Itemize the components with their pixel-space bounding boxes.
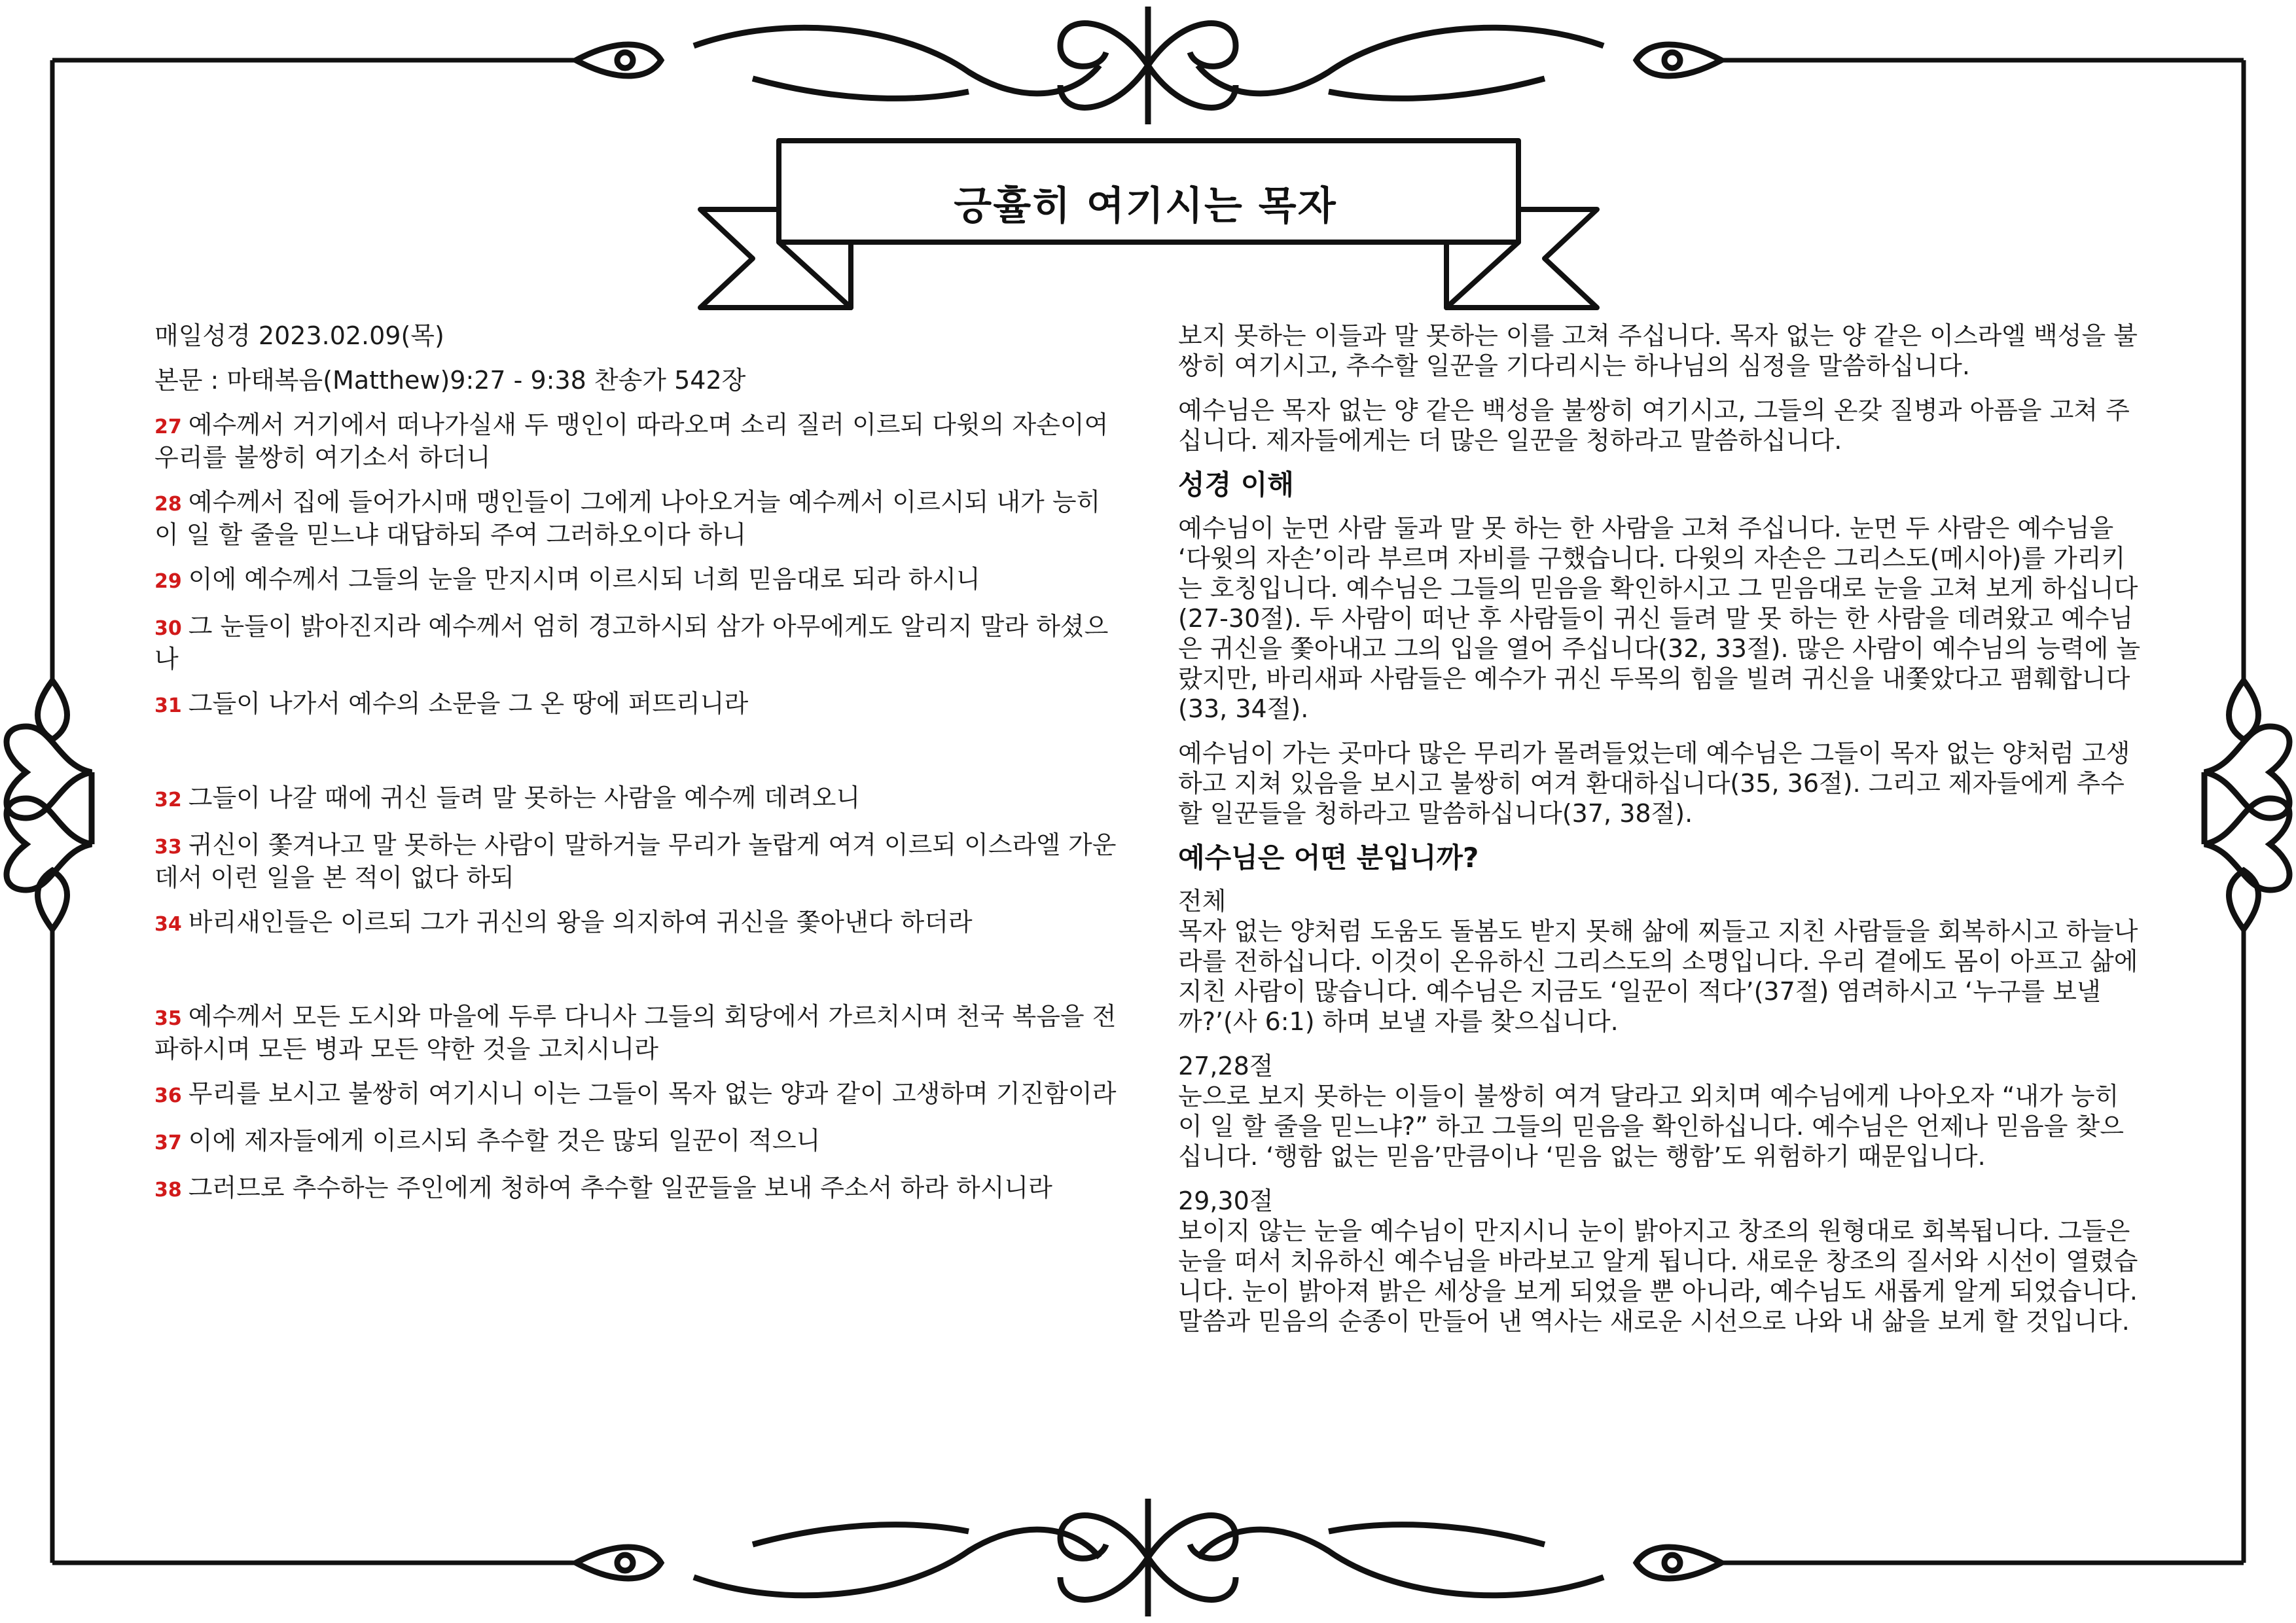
reflection-label: 29,30절	[1178, 1186, 1274, 1215]
verse-text: 예수께서 거기에서 떠나가실새 두 맹인이 따라오며 소리 질러 이르되 다윗의 자손이여 우리를 불쌍히 여기소서 하더니	[154, 410, 1109, 472]
summary-paragraph: 예수님은 목자 없는 양 같은 백성을 불쌍히 여기시고, 그들의 온갖 질병과 아픔을 고쳐 주십니다. 제자들에게는 더 많은 일꾼을 청하라고 말씀하십니다.	[1178, 396, 2130, 455]
bottom-flourish-icon	[576, 1499, 1721, 1616]
right-flourish-icon	[2204, 681, 2289, 929]
verse-33	[154, 830, 1130, 893]
scripture-column	[154, 321, 1130, 1220]
verse-text: 이에 제자들에게 이르시되 추수할 것은 많되 일꾼이 적으니	[188, 1126, 821, 1155]
verse-text: 그 눈들이 밝아진지라 예수께서 엄히 경고하시되 삼가 아무에게도 알리지 말라 하셨으나	[154, 612, 1109, 673]
verse-text: 그들이 나갈 때에 귀신 들려 말 못하는 사람을 예수께 데려오니	[188, 783, 861, 812]
verse-35	[154, 1001, 1130, 1064]
reflection-label: 27,28절	[1178, 1052, 1274, 1080]
left-flourish-icon	[7, 681, 92, 929]
verse-29	[154, 564, 1130, 597]
understanding-paragraph: 예수님이 가는 곳마다 많은 무리가 몰려들었는데 예수님은 그들이 목자 없는 양처럼 고생하고 지쳐 있음을 보시고 불쌍히 여겨 환대하십니다(35, 36절). 그리고 제자들에게 추수할 일꾼들을 청하라고 말씀하십니다(37, 38절).	[1178, 739, 2130, 828]
verse-number: 28	[154, 493, 182, 516]
verse-number: 35	[154, 1007, 182, 1030]
verse-38	[154, 1173, 1130, 1205]
verse-32	[154, 783, 1130, 815]
verse-text: 바리새인들은 이르되 그가 귀신의 왕을 의지하여 귀신을 쫓아낸다 하더라	[188, 908, 973, 936]
verse-number: 32	[154, 789, 182, 812]
reflection-section	[1178, 1051, 2147, 1171]
commentary-column	[1178, 321, 2147, 1351]
passage-reference: 본문 : 마태복음(Matthew)9:27 - 9:38 찬송가 542장	[154, 366, 746, 395]
verse-text: 그들이 나가서 예수의 소문을 그 온 땅에 퍼뜨리니라	[188, 689, 749, 718]
verse-36	[154, 1079, 1130, 1111]
verse-number: 38	[154, 1179, 182, 1202]
verse-number: 27	[154, 416, 182, 438]
verse-34	[154, 907, 1130, 940]
verse-text: 그러므로 추수하는 주인에게 청하여 추수할 일꾼들을 보내 주소서 하라 하시니라	[188, 1173, 1052, 1202]
verse-31	[154, 688, 1130, 721]
verse-number: 33	[154, 836, 182, 859]
verse-number: 37	[154, 1132, 182, 1154]
reflection-text: 눈으로 보지 못하는 이들이 불쌍히 여겨 달라고 외치며 예수님에게 나아오자 “내가 능히 이 일 할 줄을 믿느냐?” 하고 그들의 믿음을 확인하십니다. 예수님은 언제나 믿음을 찾으십니다. ‘행함 없는 믿음’만큼이나 ‘믿음 없는 행함’도 위험하기 때문입니다.	[1178, 1082, 2124, 1171]
verse-text: 무리를 보시고 불쌍히 여기시니 이는 그들이 목자 없는 양과 같이 고생하며 기진함이라	[188, 1079, 1117, 1108]
verse-number: 34	[154, 913, 182, 936]
verse-text: 이에 예수께서 그들의 눈을 만지시며 이르시되 너희 믿음대로 되라 하시니	[188, 565, 980, 594]
intro-paragraph: 보지 못하는 이들과 말 못하는 이를 고쳐 주십니다. 목자 없는 양 같은 이스라엘 백성을 불쌍히 여기시고, 추수할 일꾼을 기다리시는 하나님의 심정을 말씀하십니다.	[1178, 321, 2138, 380]
verse-37	[154, 1126, 1130, 1158]
spacer	[154, 736, 1130, 783]
verse-number: 29	[154, 570, 182, 593]
reading-date: 매일성경 2023.02.09(목)	[154, 321, 444, 350]
reflection-label: 전체	[1178, 887, 1227, 916]
reflection-section	[1178, 1186, 2147, 1336]
section-heading-who-is-jesus: 예수님은 어떤 분입니까?	[1178, 842, 1479, 874]
verse-text: 예수께서 모든 도시와 마을에 두루 다니사 그들의 회당에서 가르치시며 천국 복음을 전파하시며 모든 병과 모든 약한 것을 고치시니라	[154, 1002, 1117, 1063]
verse-text: 예수께서 집에 들어가시매 맹인들이 그에게 나아오거늘 예수께서 이르시되 내가 능히 이 일 할 줄을 믿느냐 대답하되 주여 그러하오이다 하니	[154, 488, 1101, 549]
reflection-text: 보이지 않는 눈을 예수님이 만지시니 눈이 밝아지고 창조의 원형대로 회복됩니다. 그들은 눈을 떠서 치유하신 예수님을 바라보고 알게 됩니다. 새로운 창조의 질서와 시선이 열렸습니다. 눈이 밝아져 밝은 세상을 보게 되었을 뿐 아니라, 예수님도 새롭게 알게 되었습니다. 말씀과 믿음의 순종이 만들어 낸 역사는 새로운 시선으로 나와 내 삶을 보게 할 것입니다.	[1178, 1217, 2138, 1336]
section-heading-understanding: 성경 이해	[1178, 469, 1294, 501]
verse-number: 31	[154, 694, 182, 717]
spacer	[154, 954, 1130, 1001]
verse-30	[154, 611, 1130, 674]
verse-number: 36	[154, 1084, 182, 1107]
understanding-paragraph: 예수님이 눈먼 사람 둘과 말 못 하는 한 사람을 고쳐 주십니다. 눈먼 두 사람은 예수님을 ‘다윗의 자손’이라 부르며 자비를 구했습니다. 다윗의 자손은 그리스도(메시아)를 가리키는 호칭입니다. 예수님은 그들의 믿음을 확인하시고 그 믿음대로 눈을 고쳐 보게 하십니다(27-30절). 두 사람이 떠난 후 사람들이 귀신 들려 말 못 하는 한 사람을 데려왔고 예수님은 귀신을 쫓아내고 그의 입을 열어 주십니다(32, 33절). 많은 사람이 예수님의 능력에 놀랐지만, 바리새파 사람들은 예수가 귀신 두목의 힘을 빌려 귀신을 내쫓았다고 폄훼합니다(33, 34절).	[1178, 514, 2141, 723]
page-title: 긍휼히 여기시는 목자	[954, 183, 1337, 229]
verse-number: 30	[154, 617, 182, 640]
reflection-text: 목자 없는 양처럼 도움도 돌봄도 받지 못해 삶에 찌들고 지친 사람들을 회복하시고 하늘나라를 전하십니다. 이것이 온유하신 그리스도의 소명입니다. 우리 곁에도 몸이 아프고 삶에 지친 사람이 많습니다. 예수님은 지금도 ‘일꾼이 적다’(37절) 염려하시고 ‘누구를 보낼까?’(사 6:1) 하며 보낼 자를 찾으십니다.	[1178, 917, 2138, 1036]
verse-28	[154, 487, 1130, 550]
reflection-section	[1178, 886, 2147, 1037]
verse-text: 귀신이 쫓겨나고 말 못하는 사람이 말하거늘 무리가 놀랍게 여겨 이르되 이스라엘 가운데서 이런 일을 본 적이 없다 하되	[154, 830, 1117, 892]
verse-27	[154, 410, 1130, 473]
